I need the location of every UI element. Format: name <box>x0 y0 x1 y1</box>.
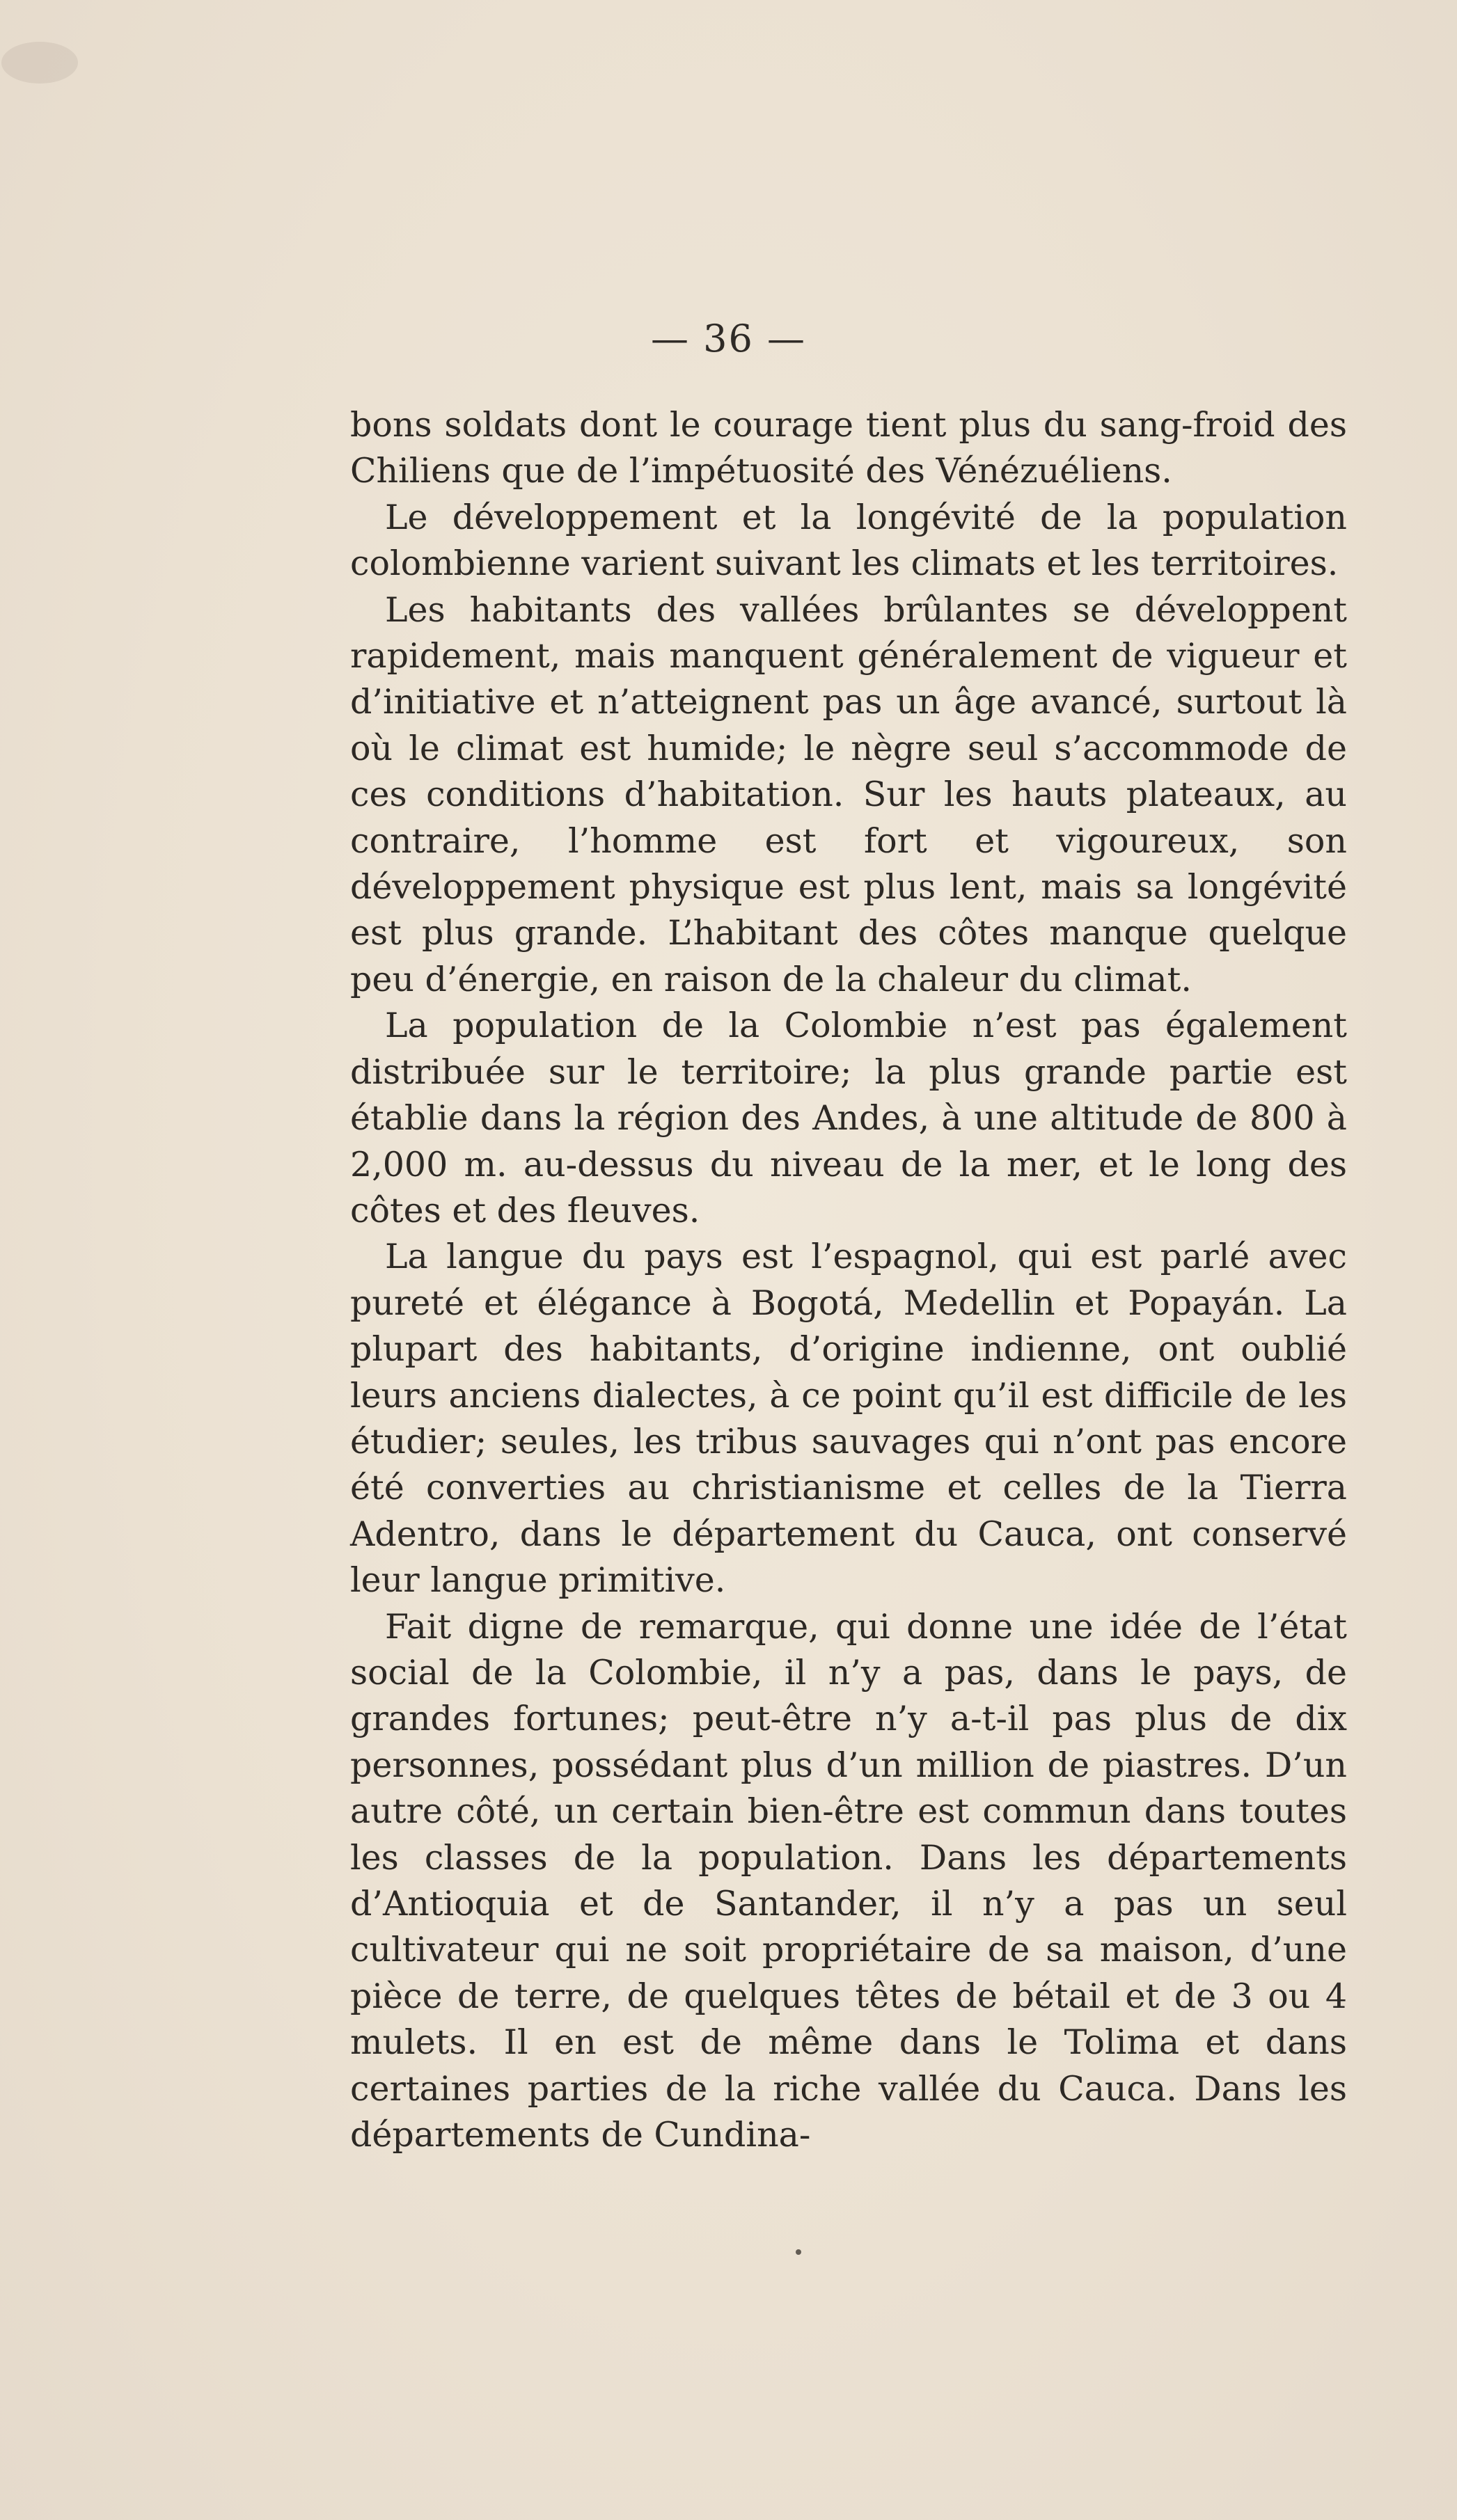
paragraph-6: Fait digne de remarque, qui donne une idée de l’état social de la Colombie, il n’y a pas, dans le pays, de grandes fortunes; peut-être n’y a-t-il pas plus de dix personnes, possédant plus d’un million de piastres. D’un autre côté, un certain bien-être est commun dans toutes les classes de la population. Dans les départements d’Antioquia et de Santander, il n’y a pas un seul cultivateur qui ne soit propriétaire de sa maison, d’une pièce de terre, de quelques têtes de bétail et de 3 ou 4 mulets. Il en est de même dans le Tolima et dans certaines parties de la riche vallée du Cauca. Dans les départements de Cundina- <box>350 1606 1347 2155</box>
paragraph-1: bons soldats dont le courage tient plus du sang-froid des Chiliens que de l’impétuosité des Vénézuéliens. <box>350 405 1347 491</box>
paragraph-4: La population de la Colombie n’est pas également distribuée sur le territoire; la plus grande partie est établie dans la région des Andes, à une altitude de 800 à 2,000 m. au-dessus du niveau de la mer, et le long des côtes et des fleuves. <box>350 1006 1347 1230</box>
page-number: — 36 — <box>650 317 807 360</box>
paragraph-3: Les habitants des vallées brûlantes se développent rapidement, mais manquent généralement de vigueur et d’initiative et n’atteignent pas un âge avancé, surtout là où le climat est humide; le nègre seul s’accommode de ces conditions d’habitation. Sur les hauts plateaux, au contraire, l’homme est fort et vigoureux, son développement physique est plus lent, mais sa longévité est plus grande. L’habitant des côtes manque quelque peu d’énergie, en raison de la chaleur du climat. <box>350 589 1347 999</box>
paper-smudge <box>1 42 78 84</box>
paragraph-2: Le développement et la longévité de la population colombienne varient suivant les climats et les territoires. <box>350 497 1347 584</box>
ink-dot <box>796 2249 801 2255</box>
paragraph-5: La langue du pays est l’espagnol, qui est parlé avec pureté et élégance à Bogotá, Medellin et Popayán. La plupart des habitants, d’origine indienne, ont oublié leurs anciens dialectes, à ce point qu’il est difficile de les étudier; seules, les tribus sauvages qui n’ont pas encore été converties au christianisme et celles de la Tierra Adentro, dans le département du Cauca, ont conservé leur langue primitive. <box>350 1237 1347 1601</box>
body-text <box>350 402 1347 2158</box>
